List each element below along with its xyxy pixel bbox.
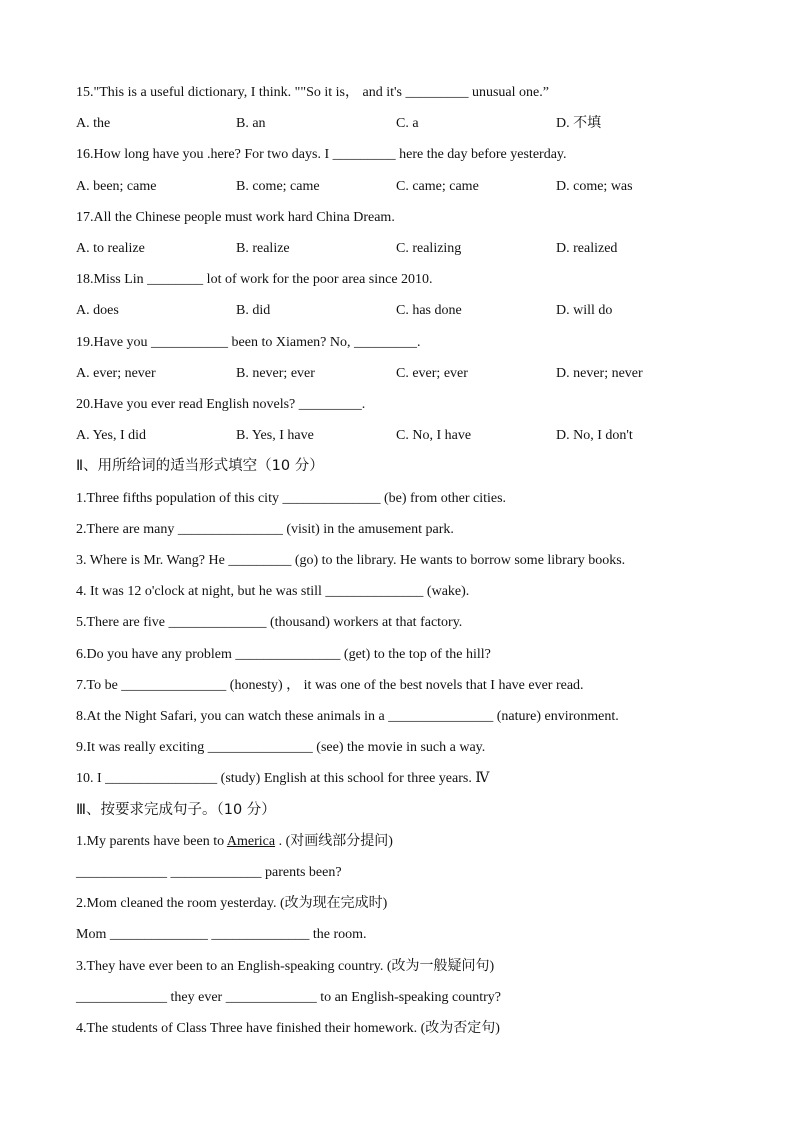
option-b: B. realize <box>236 241 290 256</box>
fill-item-5: 5.There are five ______________ (thousand) workers at that factory. <box>76 615 463 630</box>
rewrite-item-3: 3.They have ever been to an English-speaking country. (改为一般疑问句) <box>76 959 495 974</box>
fill-item-8: 8.At the Night Safari, you can watch these animals in a _______________ (nature) environment. <box>76 709 619 724</box>
fill-item-2: 2.There are many _______________ (visit) in the amusement park. <box>76 522 454 537</box>
section-2-heading: Ⅱ、用所给词的适当形式填空（10 分） <box>76 458 324 474</box>
options-15 <box>76 115 716 133</box>
question-16: 16.How long have you .here? For two days. I _________ here the day before yesterday. <box>76 147 567 162</box>
fill-item-9: 9.It was really exciting _______________ (see) the movie in such a way. <box>76 740 486 755</box>
option-d: D. never; never <box>556 366 643 381</box>
fill-item-6: 6.Do you have any problem _______________ (get) to the top of the hill? <box>76 647 491 662</box>
rewrite-item-4: 4.The students of Class Three have finished their homework. (改为否定句) <box>76 1021 500 1036</box>
option-a: A. the <box>76 116 111 131</box>
option-d: D. realized <box>556 241 618 256</box>
fill-item-1: 1.Three fifths population of this city ______________ (be) from other cities. <box>76 491 507 506</box>
option-d: D. come; was <box>556 179 633 194</box>
option-c: C. realizing <box>396 241 462 256</box>
rewrite-item-2: 2.Mom cleaned the room yesterday. (改为现在完成时) <box>76 896 388 911</box>
options-20 <box>76 427 716 445</box>
option-d: D. No, I don't <box>556 428 633 443</box>
option-c: C. ever; ever <box>396 366 468 381</box>
fill-item-4: 4. It was 12 o'clock at night, but he was still ______________ (wake). <box>76 584 470 599</box>
options-16 <box>76 178 716 196</box>
option-c: C. No, I have <box>396 428 472 443</box>
question-17: 17.All the Chinese people must work hard China Dream. <box>76 210 395 225</box>
option-a: A. ever; never <box>76 366 156 381</box>
question-18: 18.Miss Lin ________ lot of work for the poor area since 2010. <box>76 272 433 287</box>
fill-item-3: 3. Where is Mr. Wang? He _________ (go) to the library. He wants to borrow some library books. <box>76 553 626 568</box>
rewrite-answer-2: Mom ______________ ______________ the room. <box>76 927 367 942</box>
option-a: A. been; came <box>76 179 157 194</box>
rewrite-item-1-instruction: . (对画线部分提问) <box>275 834 393 849</box>
option-c: C. came; came <box>396 179 479 194</box>
option-c: C. has done <box>396 303 462 318</box>
underlined-word: America <box>226 834 276 849</box>
options-17 <box>76 240 716 258</box>
option-b: B. come; came <box>236 179 320 194</box>
option-d: D. will do <box>556 303 613 318</box>
option-b: B. never; ever <box>236 366 315 381</box>
options-19 <box>76 365 716 383</box>
option-b: B. an <box>236 116 266 131</box>
rewrite-item-1 <box>76 833 393 851</box>
option-a: A. to realize <box>76 241 145 256</box>
fill-item-10: 10. I ________________ (study) English at this school for three years. Ⅳ <box>76 771 490 786</box>
option-d: D. 不填 <box>556 116 602 131</box>
section-3-heading: Ⅲ、按要求完成句子。（10 分） <box>76 802 276 818</box>
question-20: 20.Have you ever read English novels? _________. <box>76 397 366 412</box>
option-b: B. Yes, I have <box>236 428 314 443</box>
rewrite-answer-3: _____________ they ever _____________ to an English-speaking country? <box>76 990 501 1005</box>
option-c: C. a <box>396 116 419 131</box>
question-19: 19.Have you ___________ been to Xiamen? No, _________. <box>76 335 421 350</box>
option-a: A. does <box>76 303 119 318</box>
rewrite-answer-1: _____________ _____________ parents been? <box>76 865 342 880</box>
options-18 <box>76 302 716 320</box>
option-a: A. Yes, I did <box>76 428 147 443</box>
fill-item-7: 7.To be _______________ (honesty) ， it was one of the best novels that I have ever read. <box>76 678 584 693</box>
question-15: 15."This is a useful dictionary, I think. ""So it is， and it's _________ unusual one.” <box>76 85 549 100</box>
rewrite-item-1-prefix: 1.My parents have been to <box>76 834 227 849</box>
option-b: B. did <box>236 303 271 318</box>
